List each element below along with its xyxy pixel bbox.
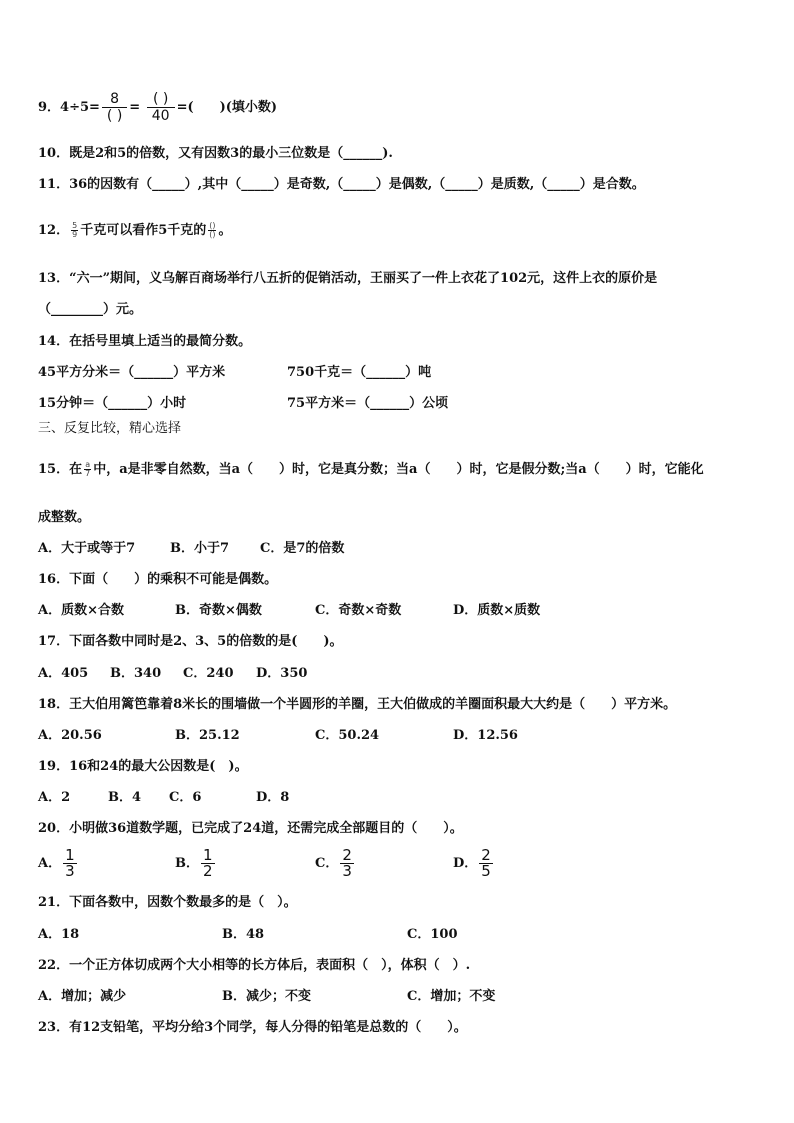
- q12-fraction: [71, 222, 78, 239]
- question-14-row-2: [38, 395, 758, 413]
- q9-frac2-denominator: 40: [151, 108, 170, 124]
- q15-frac-denominator: 7: [85, 469, 91, 478]
- q12-frac-denominator: 9: [72, 230, 78, 239]
- question-15: [38, 461, 704, 479]
- q15-options: [38, 540, 758, 558]
- question-18: 18．王大伯用篱笆靠着8米长的围墙做一个半圆形的羊圈，王大伯做成的羊圈面积最大大约是（ ）平方米。: [38, 697, 677, 712]
- q9-frac2-numerator: ( ): [147, 92, 175, 108]
- q12-prefix: 12．: [38, 223, 70, 238]
- q20-d-denominator: 5: [481, 862, 491, 880]
- q20-c-numerator: 2: [342, 846, 352, 864]
- q16-option-b[interactable]: B．奇数×偶数: [175, 603, 262, 618]
- question-21: 21．下面各数中，因数个数最多的是（ ）。: [38, 895, 297, 910]
- q22-option-b[interactable]: B．减少；不变: [222, 989, 311, 1004]
- q20-option-b[interactable]: [175, 848, 217, 879]
- q21-option-a[interactable]: A．18: [38, 927, 80, 942]
- q20-c-denominator: 3: [342, 862, 352, 880]
- question-17: 17．下面各数中同时是2、3、5的倍数的是( )。: [38, 634, 343, 649]
- q20-b-numerator: 1: [203, 846, 213, 864]
- question-12: [38, 222, 232, 240]
- q12-answer-numerator: (): [209, 221, 216, 230]
- q17-option-a[interactable]: A．405: [38, 666, 89, 681]
- q15-frac-numerator: a: [85, 460, 91, 469]
- q18-option-d[interactable]: D．12.56: [453, 728, 518, 743]
- q16-option-a[interactable]: A．质数×合数: [38, 603, 124, 618]
- question-11: 11．36的因数有（_____）,其中（_____）是奇数,（_____）是偶数,（_____）是质数,（_____）是合数。: [38, 177, 645, 192]
- q20-options: [38, 848, 758, 888]
- question-23: 23．有12支铅笔，平均分给3个同学，每人分得的铅笔是总数的（ ）。: [38, 1020, 467, 1035]
- q21-option-c[interactable]: C．100: [407, 927, 458, 942]
- q17-option-b[interactable]: B．340: [110, 666, 162, 681]
- q17-option-c[interactable]: C．240: [183, 666, 234, 681]
- q17-options: [38, 665, 758, 683]
- q20-option-d[interactable]: [453, 848, 495, 879]
- q14-item-3: 15分钟＝（______）小时: [38, 396, 187, 411]
- q14-item-2: 750千克＝（______）吨: [287, 365, 432, 380]
- q18-option-b[interactable]: B．25.12: [175, 728, 240, 743]
- q12-suffix: 。: [218, 223, 232, 238]
- q16-option-c[interactable]: C．奇数×奇数: [315, 603, 402, 618]
- q15-fraction: [84, 461, 91, 478]
- q9-frac1-denominator: ( ): [106, 108, 123, 124]
- section-3-heading: 三、反复比较，精心选择: [38, 421, 182, 436]
- q9-frac1-numerator: 8: [102, 92, 127, 108]
- question-13-line-2: （________）元。: [38, 302, 143, 317]
- q15-option-c[interactable]: C．是7的倍数: [260, 541, 345, 556]
- q12-answer-fraction: [208, 222, 216, 239]
- q14-item-4: 75平方米＝（______）公顷: [287, 396, 449, 411]
- question-13-line-1: 13．“六一”期间，义乌解百商场举行八五折的促销活动，王丽买了一件上衣花了102元，这件上衣的原价是: [38, 271, 658, 286]
- q16-option-d[interactable]: D．质数×质数: [453, 603, 541, 618]
- question-15-line-2: 成整数。: [38, 510, 91, 525]
- q20-option-a[interactable]: [38, 848, 79, 879]
- q19-option-c[interactable]: C．6: [169, 790, 202, 805]
- q20-option-b-label: B．: [175, 856, 199, 871]
- q16-options: [38, 602, 758, 620]
- q20-option-a-fraction: [63, 848, 77, 879]
- question-14-row-1: [38, 364, 758, 382]
- question-9: [38, 92, 277, 123]
- question-20: 20．小明做36道数学题，已完成了24道，还需完成全部题目的（ ）。: [38, 821, 463, 836]
- q20-option-d-fraction: [479, 848, 493, 879]
- q15-option-b[interactable]: B．小于7: [170, 541, 230, 556]
- q21-options: [38, 926, 758, 944]
- q19-option-a[interactable]: A．2: [38, 790, 71, 805]
- question-22: 22．一个正方体切成两个大小相等的长方体后，表面积（ ），体积（ ）.: [38, 958, 471, 973]
- q20-a-numerator: 1: [65, 846, 75, 864]
- q12-answer-denominator: (): [209, 230, 216, 239]
- q20-d-numerator: 2: [481, 846, 491, 864]
- q19-options: [38, 789, 758, 807]
- q17-option-d[interactable]: D．350: [256, 666, 308, 681]
- q22-option-c[interactable]: C．增加；不变: [407, 989, 496, 1004]
- question-10: 10．既是2和5的倍数，又有因数3的最小三位数是（______).: [38, 146, 393, 161]
- q14-item-1: 45平方分米＝（______）平方米: [38, 365, 226, 380]
- question-14-title: 14．在括号里填上适当的最简分数。: [38, 334, 252, 349]
- q9-equals: =: [129, 100, 141, 115]
- q9-fraction-1: [102, 92, 127, 123]
- q12-text: 千克可以看作5千克的: [80, 223, 207, 238]
- q20-option-d-label: D．: [453, 856, 478, 871]
- question-16: 16．下面（ ）的乘积不可能是偶数。: [38, 572, 278, 587]
- q22-option-a[interactable]: A．增加；减少: [38, 989, 127, 1004]
- q15-text: 中，a是非零自然数，当a（ ）时，它是真分数；当a（ ）时，它是假分数;当a（ ）时，它能化: [93, 462, 704, 477]
- q15-option-a[interactable]: A．大于或等于7: [38, 541, 136, 556]
- q18-option-a[interactable]: A．20.56: [38, 728, 102, 743]
- q20-option-b-fraction: [201, 848, 215, 879]
- q9-fraction-2: [147, 92, 175, 123]
- q19-option-b[interactable]: B．4: [108, 790, 142, 805]
- q12-frac-numerator: 5: [72, 221, 78, 230]
- q20-a-denominator: 3: [65, 862, 75, 880]
- q9-prefix: 9．4÷5=: [38, 100, 100, 115]
- question-19: 19．16和24的最大公因数是( )。: [38, 759, 248, 774]
- q20-b-denominator: 2: [203, 862, 213, 880]
- q20-option-c-fraction: [340, 848, 354, 879]
- q22-options: [38, 988, 758, 1006]
- q20-option-c[interactable]: [315, 848, 356, 879]
- q20-option-c-label: C．: [315, 856, 339, 871]
- q18-options: [38, 727, 758, 745]
- q15-prefix: 15．在: [38, 462, 83, 477]
- q18-option-c[interactable]: C．50.24: [315, 728, 380, 743]
- q20-option-a-label: A．: [38, 856, 62, 871]
- q19-option-d[interactable]: D．8: [256, 790, 290, 805]
- q9-suffix: =( )(填小数): [176, 100, 278, 115]
- q21-option-b[interactable]: B．48: [222, 927, 265, 942]
